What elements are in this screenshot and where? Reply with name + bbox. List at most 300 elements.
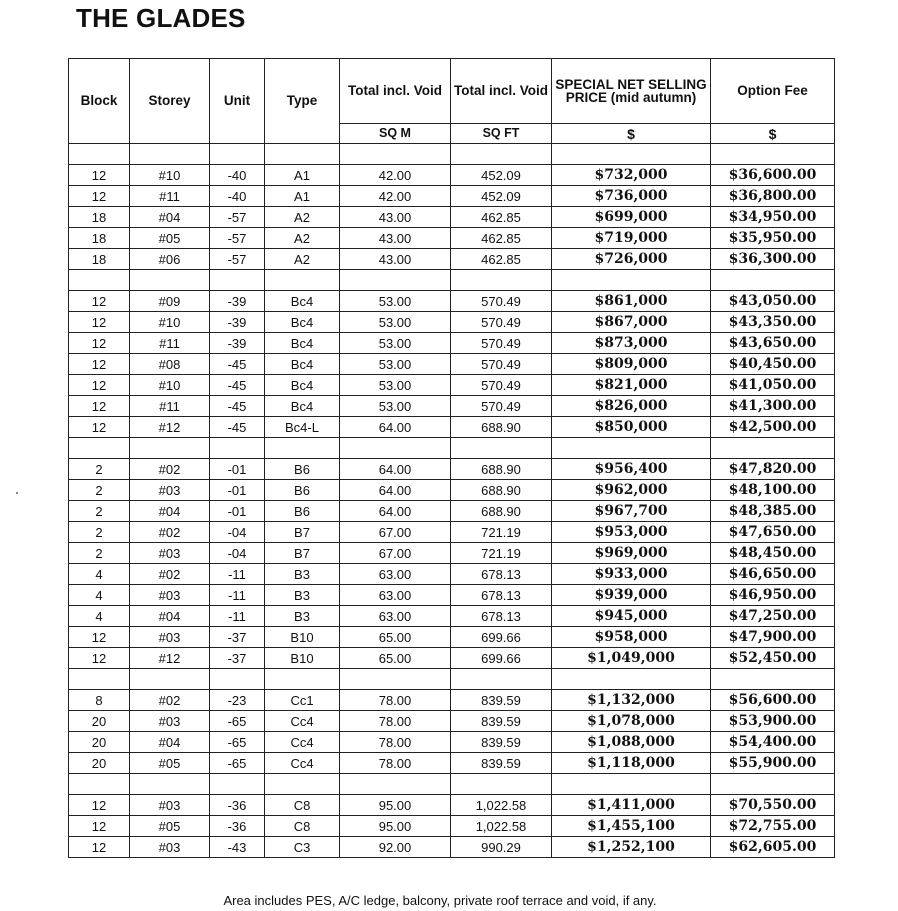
cell-option-fee: $43,350.00 [711,312,835,333]
cell-area-sqm: 53.00 [340,312,451,333]
table-row [69,228,835,249]
cell-option-fee: $42,500.00 [711,417,835,438]
cell-type: B3 [265,606,340,627]
cell-block: 4 [69,606,130,627]
cell-selling-price: $719,000 [552,228,711,249]
cell-option-fee: $41,300.00 [711,396,835,417]
group-separator-row [69,669,835,690]
cell-unit: -04 [210,522,265,543]
cell-block: 18 [69,249,130,270]
table-row [69,417,835,438]
table-row [69,186,835,207]
cell-storey: #02 [130,564,210,585]
cell-type: C3 [265,837,340,858]
empty-cell [130,438,210,459]
cell-selling-price: $732,000 [552,165,711,186]
table-row [69,564,835,585]
cell-unit: -11 [210,585,265,606]
empty-cell [451,669,552,690]
cell-storey: #04 [130,732,210,753]
cell-unit: -57 [210,249,265,270]
cell-area-sqm: 64.00 [340,501,451,522]
cell-area-sqm: 64.00 [340,480,451,501]
empty-cell [711,144,835,165]
empty-cell [130,669,210,690]
empty-cell [711,270,835,291]
cell-type: A2 [265,207,340,228]
cell-type: B6 [265,480,340,501]
header-storey: Storey [130,59,210,144]
cell-area-sqft: 688.90 [451,501,552,522]
cell-selling-price: $962,000 [552,480,711,501]
empty-cell [210,270,265,291]
table-row [69,480,835,501]
empty-cell [210,438,265,459]
cell-type: Cc1 [265,690,340,711]
cell-selling-price: $939,000 [552,585,711,606]
cell-unit: -57 [210,228,265,249]
cell-area-sqft: 570.49 [451,291,552,312]
cell-type: Bc4 [265,333,340,354]
cell-selling-price: $1,118,000 [552,753,711,774]
cell-area-sqft: 570.49 [451,375,552,396]
cell-area-sqft: 570.49 [451,354,552,375]
cell-type: Bc4 [265,291,340,312]
cell-type: B7 [265,543,340,564]
cell-storey: #02 [130,522,210,543]
table-row [69,291,835,312]
cell-area-sqm: 43.00 [340,249,451,270]
cell-area-sqft: 570.49 [451,312,552,333]
cell-block: 12 [69,291,130,312]
cell-area-sqft: 699.66 [451,627,552,648]
cell-area-sqm: 95.00 [340,816,451,837]
cell-unit: -45 [210,375,265,396]
table-row [69,522,835,543]
cell-selling-price: $933,000 [552,564,711,585]
table-row [69,396,835,417]
cell-unit: -37 [210,648,265,669]
cell-area-sqm: 53.00 [340,333,451,354]
cell-type: A2 [265,228,340,249]
empty-cell [340,669,451,690]
cell-option-fee: $40,450.00 [711,354,835,375]
cell-storey: #03 [130,543,210,564]
cell-unit: -23 [210,690,265,711]
cell-block: 8 [69,690,130,711]
group-separator-row [69,144,835,165]
cell-area-sqm: 95.00 [340,795,451,816]
cell-selling-price: $1,455,100 [552,816,711,837]
cell-option-fee: $41,050.00 [711,375,835,396]
cell-type: A1 [265,165,340,186]
cell-option-fee: $48,385.00 [711,501,835,522]
cell-selling-price: $967,700 [552,501,711,522]
page-title: THE GLADES [76,3,246,33]
cell-option-fee: $55,900.00 [711,753,835,774]
cell-option-fee: $56,600.00 [711,690,835,711]
table-row [69,837,835,858]
cell-type: Bc4 [265,396,340,417]
unit-label-sqm: SQ M [340,124,451,144]
cell-block: 12 [69,186,130,207]
empty-cell [340,774,451,795]
cell-area-sqm: 65.00 [340,627,451,648]
cell-unit: -39 [210,291,265,312]
empty-cell [552,438,711,459]
cell-area-sqft: 721.19 [451,522,552,543]
cell-storey: #03 [130,837,210,858]
cell-block: 12 [69,312,130,333]
cell-block: 12 [69,333,130,354]
empty-cell [210,774,265,795]
group-separator-row [69,438,835,459]
cell-storey: #10 [130,312,210,333]
cell-unit: -39 [210,333,265,354]
cell-option-fee: $70,550.00 [711,795,835,816]
cell-area-sqft: 452.09 [451,186,552,207]
cell-area-sqm: 43.00 [340,228,451,249]
cell-type: Cc4 [265,753,340,774]
cell-area-sqft: 452.09 [451,165,552,186]
cell-option-fee: $48,100.00 [711,480,835,501]
empty-cell [130,774,210,795]
cell-storey: #09 [130,291,210,312]
cell-storey: #04 [130,501,210,522]
cell-area-sqft: 839.59 [451,690,552,711]
cell-area-sqm: 53.00 [340,354,451,375]
cell-option-fee: $46,950.00 [711,585,835,606]
table-row [69,459,835,480]
cell-area-sqm: 67.00 [340,543,451,564]
cell-unit: -11 [210,564,265,585]
cell-unit: -36 [210,795,265,816]
header-unit: Unit [210,59,265,144]
empty-cell [265,774,340,795]
cell-type: Cc4 [265,732,340,753]
cell-storey: #10 [130,165,210,186]
cell-type: B6 [265,501,340,522]
cell-area-sqm: 53.00 [340,291,451,312]
cell-area-sqft: 570.49 [451,333,552,354]
cell-type: Cc4 [265,711,340,732]
cell-type: C8 [265,795,340,816]
cell-area-sqm: 67.00 [340,522,451,543]
empty-cell [552,774,711,795]
cell-area-sqm: 78.00 [340,711,451,732]
group-separator-row [69,774,835,795]
cell-block: 12 [69,648,130,669]
cell-option-fee: $72,755.00 [711,816,835,837]
cell-area-sqft: 1,022.58 [451,795,552,816]
cell-selling-price: $873,000 [552,333,711,354]
cell-area-sqm: 63.00 [340,606,451,627]
empty-cell [711,669,835,690]
cell-block: 2 [69,543,130,564]
cell-block: 12 [69,417,130,438]
cell-selling-price: $1,411,000 [552,795,711,816]
cell-block: 2 [69,459,130,480]
empty-cell [69,669,130,690]
cell-area-sqft: 688.90 [451,480,552,501]
cell-area-sqm: 53.00 [340,375,451,396]
cell-area-sqm: 92.00 [340,837,451,858]
cell-area-sqm: 43.00 [340,207,451,228]
table-row [69,543,835,564]
empty-cell [130,270,210,291]
cell-storey: #11 [130,186,210,207]
cell-unit: -45 [210,354,265,375]
cell-selling-price: $1,078,000 [552,711,711,732]
cell-area-sqft: 462.85 [451,228,552,249]
cell-unit: -40 [210,165,265,186]
cell-block: 18 [69,207,130,228]
empty-cell [265,669,340,690]
cell-option-fee: $36,800.00 [711,186,835,207]
empty-cell [265,438,340,459]
empty-cell [552,144,711,165]
cell-area-sqm: 53.00 [340,396,451,417]
empty-cell [130,144,210,165]
cell-storey: #05 [130,228,210,249]
cell-unit: -01 [210,501,265,522]
cell-unit: -65 [210,753,265,774]
cell-unit: -01 [210,459,265,480]
table-row [69,249,835,270]
cell-selling-price: $861,000 [552,291,711,312]
cell-storey: #12 [130,648,210,669]
cell-area-sqft: 990.29 [451,837,552,858]
cell-storey: #02 [130,459,210,480]
empty-cell [340,438,451,459]
footnote: Area includes PES, A/C ledge, balcony, private roof terrace and void, if any. [223,893,657,908]
cell-unit: -57 [210,207,265,228]
cell-area-sqft: 678.13 [451,585,552,606]
cell-block: 4 [69,564,130,585]
cell-storey: #05 [130,753,210,774]
cell-type: Bc4 [265,375,340,396]
price-list-body [69,144,835,858]
cell-unit: -43 [210,837,265,858]
table-row [69,312,835,333]
cell-unit: -65 [210,732,265,753]
cell-type: Bc4-L [265,417,340,438]
cell-storey: #03 [130,585,210,606]
empty-cell [69,438,130,459]
cell-block: 18 [69,228,130,249]
cell-option-fee: $34,950.00 [711,207,835,228]
cell-type: B10 [265,648,340,669]
cell-area-sqft: 839.59 [451,753,552,774]
empty-cell [69,270,130,291]
table-row [69,207,835,228]
cell-block: 4 [69,585,130,606]
cell-block: 12 [69,795,130,816]
cell-option-fee: $47,900.00 [711,627,835,648]
cell-unit: -40 [210,186,265,207]
cell-storey: #05 [130,816,210,837]
cell-area-sqm: 63.00 [340,564,451,585]
empty-cell [69,774,130,795]
cell-option-fee: $47,820.00 [711,459,835,480]
cell-block: 2 [69,501,130,522]
header-option-fee: Option Fee [711,59,835,124]
cell-selling-price: $726,000 [552,249,711,270]
cell-area-sqft: 688.90 [451,417,552,438]
table-row [69,333,835,354]
cell-storey: #03 [130,795,210,816]
cell-selling-price: $945,000 [552,606,711,627]
table-row [69,375,835,396]
header-type: Type [265,59,340,144]
cell-block: 2 [69,522,130,543]
cell-block: 12 [69,837,130,858]
cell-selling-price: $1,088,000 [552,732,711,753]
cell-area-sqm: 64.00 [340,459,451,480]
cell-storey: #03 [130,480,210,501]
cell-storey: #04 [130,207,210,228]
empty-cell [265,270,340,291]
empty-cell [210,144,265,165]
table-row [69,711,835,732]
cell-selling-price: $953,000 [552,522,711,543]
cell-selling-price: $809,000 [552,354,711,375]
price-list-table [68,58,835,858]
cell-storey: #08 [130,354,210,375]
table-row [69,585,835,606]
cell-selling-price: $699,000 [552,207,711,228]
cell-area-sqft: 721.19 [451,543,552,564]
empty-cell [451,270,552,291]
cell-storey: #06 [130,249,210,270]
cell-area-sqm: 63.00 [340,585,451,606]
cell-type: Bc4 [265,312,340,333]
table-row [69,606,835,627]
cell-option-fee: $43,650.00 [711,333,835,354]
cell-block: 12 [69,165,130,186]
cell-selling-price: $826,000 [552,396,711,417]
cell-unit: -37 [210,627,265,648]
cell-area-sqm: 42.00 [340,165,451,186]
cell-selling-price: $958,000 [552,627,711,648]
cell-unit: -65 [210,711,265,732]
empty-cell [451,774,552,795]
cell-area-sqm: 78.00 [340,732,451,753]
cell-option-fee: $47,650.00 [711,522,835,543]
cell-type: B3 [265,585,340,606]
cell-area-sqft: 462.85 [451,249,552,270]
empty-cell [340,144,451,165]
cell-storey: #04 [130,606,210,627]
cell-area-sqft: 678.13 [451,606,552,627]
cell-storey: #11 [130,333,210,354]
cell-option-fee: $54,400.00 [711,732,835,753]
cell-area-sqft: 462.85 [451,207,552,228]
cell-selling-price: $1,132,000 [552,690,711,711]
cell-storey: #12 [130,417,210,438]
cell-option-fee: $46,650.00 [711,564,835,585]
table-row [69,627,835,648]
empty-cell [210,669,265,690]
table-row [69,732,835,753]
cell-unit: -45 [210,396,265,417]
cell-area-sqm: 64.00 [340,417,451,438]
cell-unit: -01 [210,480,265,501]
cell-selling-price: $1,252,100 [552,837,711,858]
cell-area-sqft: 570.49 [451,396,552,417]
table-row [69,753,835,774]
table-row [69,795,835,816]
cell-selling-price: $969,000 [552,543,711,564]
cell-option-fee: $52,450.00 [711,648,835,669]
scan-mark [16,492,18,494]
empty-cell [340,270,451,291]
cell-type: B7 [265,522,340,543]
empty-cell [451,438,552,459]
cell-block: 20 [69,732,130,753]
cell-option-fee: $53,900.00 [711,711,835,732]
cell-unit: -39 [210,312,265,333]
cell-area-sqft: 688.90 [451,459,552,480]
cell-area-sqft: 678.13 [451,564,552,585]
cell-area-sqft: 839.59 [451,732,552,753]
cell-storey: #10 [130,375,210,396]
cell-option-fee: $62,605.00 [711,837,835,858]
unit-label-sqft: SQ FT [451,124,552,144]
cell-type: B6 [265,459,340,480]
cell-storey: #11 [130,396,210,417]
cell-area-sqm: 42.00 [340,186,451,207]
table-row [69,648,835,669]
header-area-sqft: Total incl. Void [451,59,552,124]
cell-type: A2 [265,249,340,270]
table-row [69,690,835,711]
empty-cell [711,774,835,795]
header-area-sqm: Total incl. Void [340,59,451,124]
cell-type: C8 [265,816,340,837]
cell-option-fee: $47,250.00 [711,606,835,627]
cell-block: 2 [69,480,130,501]
cell-unit: -45 [210,417,265,438]
cell-unit: -04 [210,543,265,564]
cell-area-sqm: 65.00 [340,648,451,669]
cell-block: 20 [69,711,130,732]
table-row [69,165,835,186]
table-row [69,501,835,522]
cell-storey: #03 [130,711,210,732]
group-separator-row [69,270,835,291]
cell-type: A1 [265,186,340,207]
table-row [69,816,835,837]
cell-area-sqm: 78.00 [340,753,451,774]
cell-selling-price: $867,000 [552,312,711,333]
cell-selling-price: $956,400 [552,459,711,480]
cell-block: 20 [69,753,130,774]
unit-label-option-fee: $ [711,124,835,144]
cell-selling-price: $1,049,000 [552,648,711,669]
cell-selling-price: $821,000 [552,375,711,396]
empty-cell [711,438,835,459]
cell-unit: -36 [210,816,265,837]
cell-area-sqft: 699.66 [451,648,552,669]
empty-cell [69,144,130,165]
cell-option-fee: $48,450.00 [711,543,835,564]
cell-block: 12 [69,396,130,417]
cell-block: 12 [69,354,130,375]
cell-type: B3 [265,564,340,585]
cell-area-sqm: 78.00 [340,690,451,711]
cell-block: 12 [69,816,130,837]
